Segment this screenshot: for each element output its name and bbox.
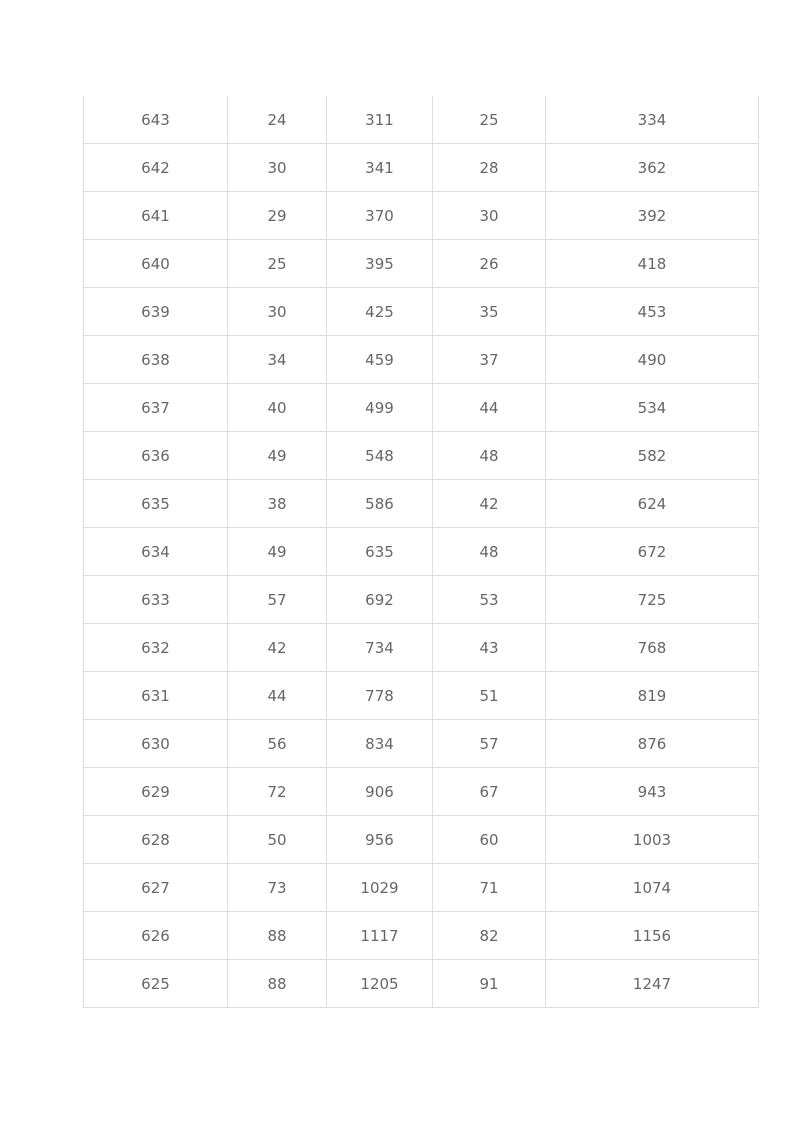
- table-cell: 625: [84, 960, 228, 1008]
- table-row: [84, 576, 759, 624]
- table-row: [84, 432, 759, 480]
- table-cell: 672: [546, 528, 759, 576]
- table-cell: 88: [228, 960, 327, 1008]
- table-cell: 30: [228, 144, 327, 192]
- table-cell: 640: [84, 240, 228, 288]
- table-cell: 26: [433, 240, 546, 288]
- table-cell: 48: [433, 528, 546, 576]
- table-cell: 641: [84, 192, 228, 240]
- table-cell: 38: [228, 480, 327, 528]
- table-cell: 1247: [546, 960, 759, 1008]
- table-row: [84, 960, 759, 1008]
- table-cell: 37: [433, 336, 546, 384]
- table-body: [84, 96, 759, 1008]
- table-cell: 30: [228, 288, 327, 336]
- table-cell: 639: [84, 288, 228, 336]
- table-cell: 42: [228, 624, 327, 672]
- table-cell: 1156: [546, 912, 759, 960]
- table-cell: 834: [327, 720, 433, 768]
- table-row: [84, 96, 759, 144]
- table-cell: 334: [546, 96, 759, 144]
- table-row: [84, 864, 759, 912]
- table-cell: 341: [327, 144, 433, 192]
- table-cell: 627: [84, 864, 228, 912]
- table-row: [84, 624, 759, 672]
- table-cell: 956: [327, 816, 433, 864]
- table-cell: 906: [327, 768, 433, 816]
- table-row: [84, 912, 759, 960]
- table-cell: 636: [84, 432, 228, 480]
- table-cell: 499: [327, 384, 433, 432]
- table-cell: 82: [433, 912, 546, 960]
- score-table: [83, 96, 759, 1008]
- table-cell: 1003: [546, 816, 759, 864]
- table-row: [84, 240, 759, 288]
- table-cell: 633: [84, 576, 228, 624]
- table-cell: 57: [433, 720, 546, 768]
- table-cell: 370: [327, 192, 433, 240]
- table-cell: 30: [433, 192, 546, 240]
- table-cell: 629: [84, 768, 228, 816]
- table-cell: 24: [228, 96, 327, 144]
- table-cell: 548: [327, 432, 433, 480]
- table-row: [84, 768, 759, 816]
- table-row: [84, 720, 759, 768]
- table-cell: 768: [546, 624, 759, 672]
- table-cell: 534: [546, 384, 759, 432]
- table-cell: 643: [84, 96, 228, 144]
- table-cell: 635: [84, 480, 228, 528]
- table-cell: 634: [84, 528, 228, 576]
- table-row: [84, 144, 759, 192]
- table-cell: 72: [228, 768, 327, 816]
- table-cell: 1029: [327, 864, 433, 912]
- table-cell: 60: [433, 816, 546, 864]
- table-row: [84, 288, 759, 336]
- table-cell: 642: [84, 144, 228, 192]
- table-cell: 362: [546, 144, 759, 192]
- table-cell: 453: [546, 288, 759, 336]
- table-cell: 418: [546, 240, 759, 288]
- table-row: [84, 480, 759, 528]
- table-cell: 425: [327, 288, 433, 336]
- table-cell: 44: [433, 384, 546, 432]
- table-cell: 582: [546, 432, 759, 480]
- table-cell: 626: [84, 912, 228, 960]
- table-cell: 692: [327, 576, 433, 624]
- table-cell: 29: [228, 192, 327, 240]
- table-row: [84, 192, 759, 240]
- table-cell: 25: [433, 96, 546, 144]
- table-cell: 40: [228, 384, 327, 432]
- table-cell: 1074: [546, 864, 759, 912]
- table-cell: 459: [327, 336, 433, 384]
- table-cell: 490: [546, 336, 759, 384]
- table-cell: 637: [84, 384, 228, 432]
- table-cell: 819: [546, 672, 759, 720]
- table-cell: 778: [327, 672, 433, 720]
- table-cell: 48: [433, 432, 546, 480]
- table-cell: 630: [84, 720, 228, 768]
- table-cell: 392: [546, 192, 759, 240]
- table-cell: 28: [433, 144, 546, 192]
- table-row: [84, 336, 759, 384]
- table-cell: 624: [546, 480, 759, 528]
- table-cell: 67: [433, 768, 546, 816]
- table-cell: 311: [327, 96, 433, 144]
- table-cell: 56: [228, 720, 327, 768]
- table-cell: 91: [433, 960, 546, 1008]
- table-cell: 57: [228, 576, 327, 624]
- table-row: [84, 384, 759, 432]
- table-cell: 25: [228, 240, 327, 288]
- table-cell: 632: [84, 624, 228, 672]
- table-cell: 71: [433, 864, 546, 912]
- table-cell: 395: [327, 240, 433, 288]
- table-cell: 44: [228, 672, 327, 720]
- table-cell: 876: [546, 720, 759, 768]
- table-cell: 51: [433, 672, 546, 720]
- table-cell: 42: [433, 480, 546, 528]
- table-cell: 88: [228, 912, 327, 960]
- table-cell: 638: [84, 336, 228, 384]
- table-cell: 53: [433, 576, 546, 624]
- table-cell: 1205: [327, 960, 433, 1008]
- table-cell: 73: [228, 864, 327, 912]
- table-cell: 631: [84, 672, 228, 720]
- table-row: [84, 816, 759, 864]
- table-cell: 734: [327, 624, 433, 672]
- table-cell: 635: [327, 528, 433, 576]
- table-cell: 34: [228, 336, 327, 384]
- table-cell: 1117: [327, 912, 433, 960]
- table-row: [84, 672, 759, 720]
- table-cell: 43: [433, 624, 546, 672]
- table-row: [84, 528, 759, 576]
- table-cell: 49: [228, 432, 327, 480]
- table-cell: 725: [546, 576, 759, 624]
- table-cell: 586: [327, 480, 433, 528]
- table-cell: 628: [84, 816, 228, 864]
- table-cell: 943: [546, 768, 759, 816]
- table-cell: 49: [228, 528, 327, 576]
- table-cell: 50: [228, 816, 327, 864]
- table-cell: 35: [433, 288, 546, 336]
